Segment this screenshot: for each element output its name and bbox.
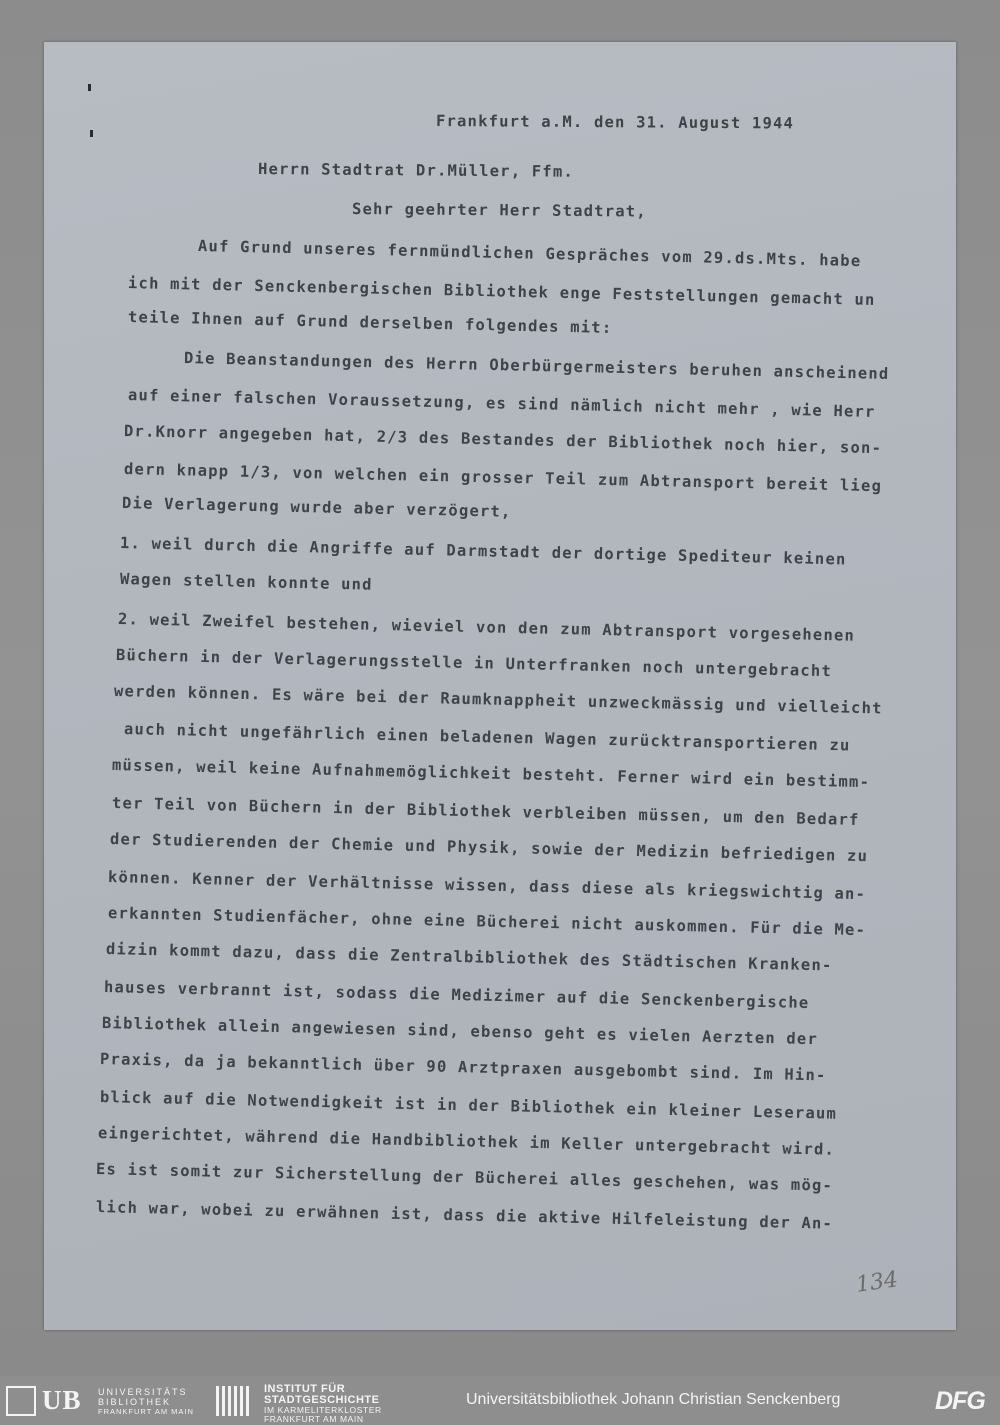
body-line: dizin kommt dazu, dass die Zentralbibliothek des Städtischen Kranken-: [105, 940, 833, 975]
body-line: Die Beanstandungen des Herrn Oberbürgermeisters beruhen anscheinend: [183, 349, 890, 384]
body-line: werden können. Es wäre bei der Raumknappheit unzweckmässig und vielleicht: [113, 682, 883, 718]
body-line: hauses verbrannt ist, sodass die Medizimer auf die Senckenbergische: [103, 978, 810, 1013]
institute-logo-icon: [216, 1386, 256, 1416]
institute-line: STADTGESCHICHTE: [264, 1394, 380, 1406]
body-line: können. Kenner der Verhältnisse wissen, dass diese als kriegswichtig an-: [107, 868, 867, 904]
letter-page: [44, 42, 956, 1330]
dfg-logo: DFG: [935, 1387, 985, 1415]
body-line: der Studierenden der Chemie und Physik, sowie der Medizin befriedigen zu: [109, 830, 869, 866]
body-line: Wagen stellen konnte und: [119, 570, 373, 594]
body-line: 1. weil durch die Angriffe auf Darmstadt der dortige Spediteur keinen: [119, 534, 847, 569]
footer-bar: [0, 1376, 1000, 1425]
body-line: teile Ihnen auf Grund derselben folgendes mit:: [127, 308, 613, 337]
body-line: auch nicht ungefährlich einen beladenen Wagen zurücktransportieren zu: [123, 720, 851, 755]
body-line: müssen, weil keine Aufnahmemöglichkeit besteht. Ferner wird ein bestimm-: [111, 756, 871, 792]
folio-number: 134: [854, 1267, 900, 1298]
body-line: 2. weil Zweifel bestehen, wieviel von den zum Abtransport vorgesehenen: [117, 610, 856, 645]
ub-line: BIBLIOTHEK: [98, 1397, 172, 1407]
institute-line: IM KARMELITERKLOSTER: [264, 1405, 382, 1415]
body-line: Praxis, da ja bekanntlich über 90 Arztpraxen ausgebombt sind. Im Hin-: [99, 1050, 827, 1085]
body-line: ich mit der Senckenbergischen Bibliothek enge Feststellungen gemacht un: [127, 274, 876, 309]
body-line: Auf Grund unseres fernmündlichen Gespräches vom 29.ds.Mts. habe: [197, 237, 862, 271]
ub-line: UNIVERSITÄTS: [98, 1387, 188, 1397]
ub-logo-text: UB: [42, 1385, 82, 1415]
institute-line: INSTITUT FÜR: [264, 1383, 346, 1395]
institute-line: FRANKFURT AM MAIN: [264, 1414, 364, 1424]
salutation: Sehr geehrter Herr Stadtrat,: [351, 200, 647, 221]
body-line: dern knapp 1/3, von welchen ein grosser Teil zum Abtransport bereit lieg: [123, 460, 883, 496]
body-line: blick auf die Notwendigkeit ist in der Bibliothek ein kleiner Leseraum: [99, 1088, 838, 1123]
library-name: Universitätsbibliothek Johann Christian Senckenberg: [466, 1391, 841, 1408]
body-line: Dr.Knorr angegeben hat, 2/3 des Bestandes der Bibliothek noch hier, son-: [123, 422, 883, 458]
body-line: Büchern in der Verlagerungsstelle in Unterfranken noch untergebracht: [115, 646, 833, 681]
body-line: auf einer falschen Voraussetzung, es sind nämlich nicht mehr , wie Herr: [127, 386, 876, 421]
institute-name: [264, 1384, 382, 1424]
ub-name: [98, 1387, 194, 1417]
punch-mark: [88, 84, 91, 91]
body-line: eingerichtet, während die Handbibliothek im Keller untergebracht wird.: [97, 1124, 836, 1159]
body-line: Es ist somit zur Sicherstellung der Bücherei alles geschehen, was mög-: [95, 1160, 834, 1195]
ub-logo-icon: [6, 1386, 36, 1416]
body-line: lich war, wobei zu erwähnen ist, dass die aktive Hilfeleistung der An-: [95, 1198, 834, 1233]
body-line: erkannten Studienfächer, ohne eine Bücherei nicht auskommen. Für die Me-: [107, 904, 867, 940]
punch-mark: [90, 130, 93, 137]
body-line: Die Verlagerung wurde aber verzögert,: [121, 494, 512, 521]
recipient-line: Herrn Stadtrat Dr.Müller, Ffm.: [257, 160, 575, 181]
body-line: ter Teil von Büchern in der Bibliothek verbleiben müssen, um den Bedarf: [111, 794, 860, 829]
body-line: Bibliothek allein angewiesen sind, ebenso geht es vielen Aerzten der: [101, 1014, 819, 1049]
ub-line: FRANKFURT AM MAIN: [98, 1407, 194, 1416]
place-date: Frankfurt a.M. den 31. August 1944: [435, 112, 795, 133]
